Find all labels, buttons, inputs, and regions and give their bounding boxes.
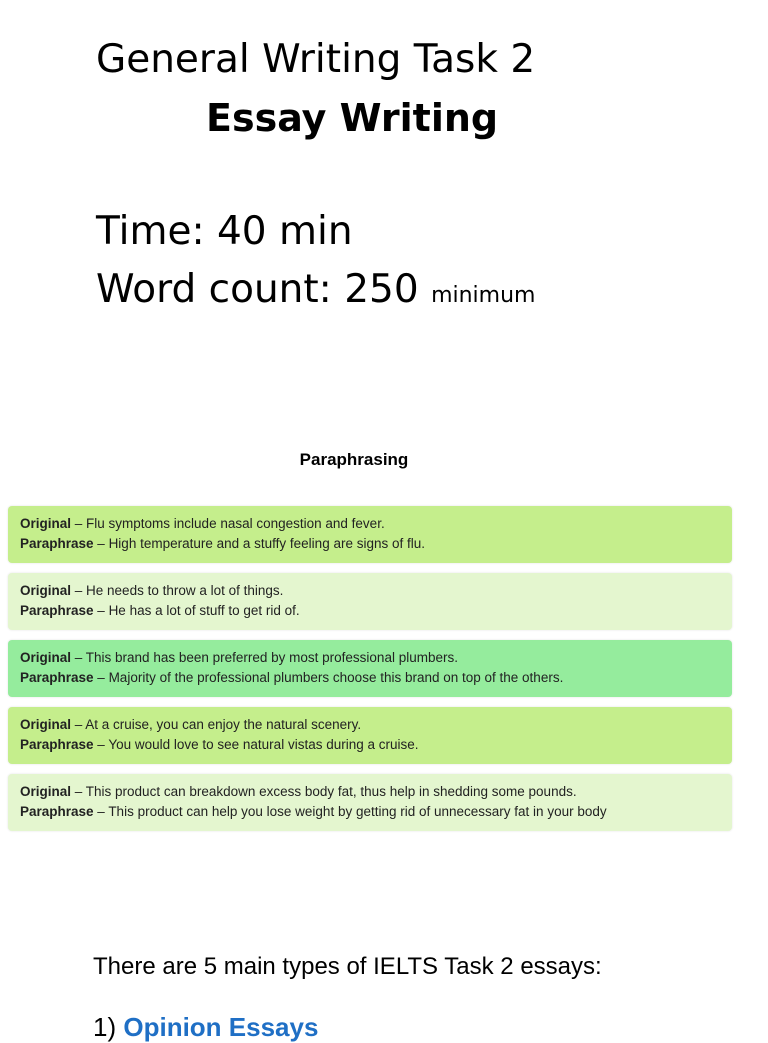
essay-type-link[interactable]: Opinion Essays xyxy=(123,1012,319,1042)
original-label: Original xyxy=(20,717,72,732)
time-limit: Time: 40 min xyxy=(96,209,353,254)
paraphrase-example xyxy=(8,640,732,697)
paraphrasing-heading: Paraphrasing xyxy=(299,450,409,469)
paraphrase-text: High temperature and a stuffy feeling are signs of flu. xyxy=(108,536,425,551)
paraphrase-text: He has a lot of stuff to get rid of. xyxy=(108,603,300,618)
page-title: General Writing Task 2 xyxy=(96,37,536,82)
paraphrase-label: Paraphrase xyxy=(20,804,94,819)
original-label: Original xyxy=(20,784,72,799)
essay-types-intro: There are 5 main types of IELTS Task 2 essays: xyxy=(93,953,602,980)
paraphrase-text: You would love to see natural vistas during a cruise. xyxy=(108,737,419,752)
word-count-value: Word count: 250 xyxy=(96,267,419,312)
original-line: Original – Flu symptoms include nasal congestion and fever. xyxy=(20,516,385,531)
original-line: Original – This product can breakdown excess body fat, thus help in shedding some pounds. xyxy=(20,784,577,799)
original-text: He needs to throw a lot of things. xyxy=(86,583,284,598)
page-subtitle: Essay Writing xyxy=(206,96,499,140)
word-count xyxy=(96,268,535,318)
original-text: At a cruise, you can enjoy the natural scenery. xyxy=(85,717,362,732)
essay-type-item xyxy=(93,1012,318,1043)
original-text: Flu symptoms include nasal congestion and fever. xyxy=(86,516,385,531)
paraphrase-example xyxy=(8,573,732,630)
paraphrase-example xyxy=(8,506,732,563)
paraphrase-line: Paraphrase – This product can help you lose weight by getting rid of unnecessary fat in your body xyxy=(20,804,607,819)
paraphrase-line: Paraphrase – Majority of the professional plumbers choose this brand on top of the others. xyxy=(20,670,564,685)
paraphrase-example xyxy=(8,707,732,764)
original-line: Original – This brand has been preferred by most professional plumbers. xyxy=(20,650,458,665)
original-label: Original xyxy=(20,516,72,531)
paraphrase-label: Paraphrase xyxy=(20,670,94,685)
original-label: Original xyxy=(20,583,72,598)
original-text: This brand has been preferred by most professional plumbers. xyxy=(85,650,458,665)
paraphrase-examples xyxy=(8,506,732,841)
essay-type-number: 1) xyxy=(93,1012,117,1042)
word-count-suffix: minimum xyxy=(431,283,536,308)
paraphrase-text: Majority of the professional plumbers choose this brand on top of the others. xyxy=(108,670,564,685)
paraphrase-line: Paraphrase – High temperature and a stuffy feeling are signs of flu. xyxy=(20,536,425,551)
original-line: Original – At a cruise, you can enjoy the natural scenery. xyxy=(20,717,362,732)
original-line: Original – He needs to throw a lot of things. xyxy=(20,583,284,598)
paraphrase-text: This product can help you lose weight by getting rid of unnecessary fat in your body xyxy=(108,804,607,819)
paraphrase-line: Paraphrase – He has a lot of stuff to get rid of. xyxy=(20,603,300,618)
original-label: Original xyxy=(20,650,72,665)
paraphrase-label: Paraphrase xyxy=(20,737,94,752)
paraphrase-line: Paraphrase – You would love to see natural vistas during a cruise. xyxy=(20,737,419,752)
paraphrase-label: Paraphrase xyxy=(20,536,94,551)
original-text: This product can breakdown excess body fat, thus help in shedding some pounds. xyxy=(85,784,577,799)
paraphrase-example xyxy=(8,774,732,831)
paraphrase-label: Paraphrase xyxy=(20,603,94,618)
